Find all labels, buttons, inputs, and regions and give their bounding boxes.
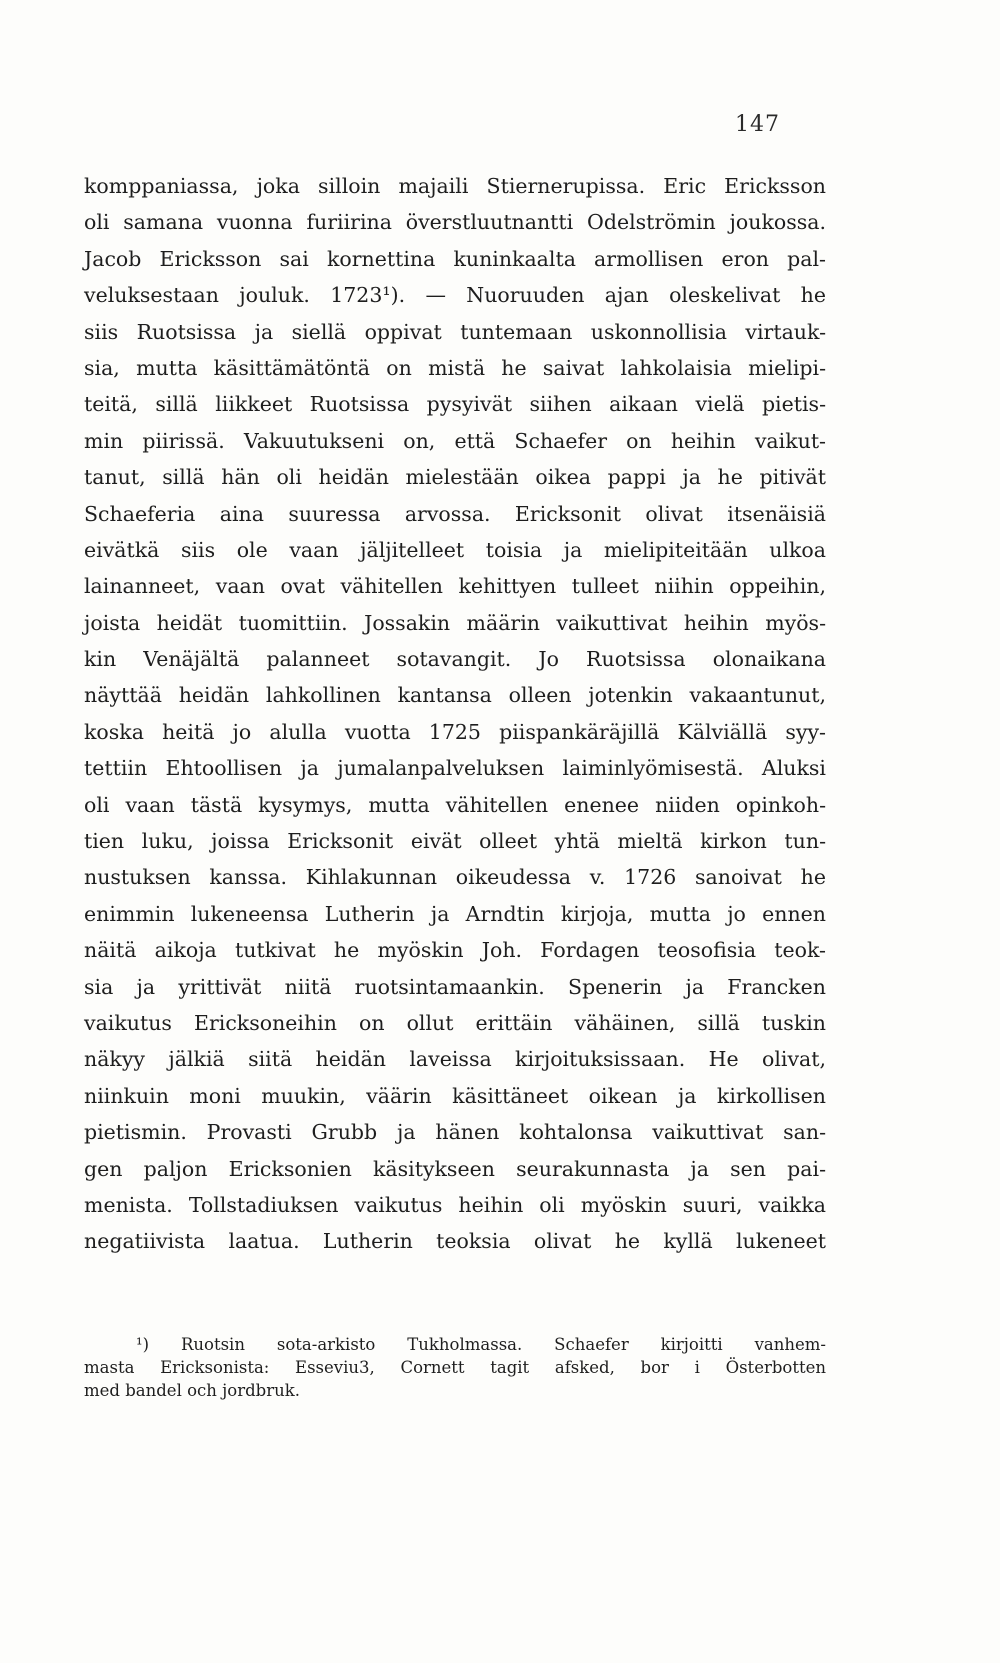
footnote-line: masta Ericksonista: Esseviu3, Cornett tagit afsked, bor i Österbotten [84,1358,826,1377]
text-line: Schaeferia aina suuressa arvossa. Ericksonit olivat itsenäisiä [84,501,826,526]
text-line: kin Venäjältä palanneet sotavangit. Jo Ruotsissa olonaikana [84,647,826,672]
text-line: koska heitä jo alulla vuotta 1725 piispankäräjillä Kälviällä syy- [84,719,826,744]
text-line: Jacob Ericksson sai kornettina kuninkaalta armollisen eron pal- [84,246,826,271]
text-line: komppaniassa, joka silloin majaili Stiernerupissa. Eric Ericksson [84,174,826,198]
text-line: näkyy jälkiä siitä heidän laveissa kirjoituksissaan. He olivat, [84,1047,826,1072]
text-line: min piirissä. Vakuutukseni on, että Schaefer on heihin vaikut- [84,428,826,453]
text-line: lainanneet, vaan ovat vähitellen kehittyen tulleet niihin oppeihin, [84,574,826,599]
text-line: näyttää heidän lahkollinen kantansa olleen jotenkin vakaantunut, [84,683,826,708]
text-line: joista heidät tuomittiin. Jossakin määrin vaikuttivat heihin myös- [84,610,826,635]
text-line: tettiin Ehtoollisen ja jumalanpalveluksen laiminlyömisestä. Aluksi [84,756,826,781]
footnote-line: ¹) Ruotsin sota-arkisto Tukholmassa. Schaefer kirjoitti vanhem- [136,1335,826,1354]
text-line: tanut, sillä hän oli heidän mielestään oikea pappi ja he pitivät [84,465,826,490]
body-text [84,168,826,1260]
text-line: sia ja yrittivät niitä ruotsintamaankin. Spenerin ja Francken [84,974,826,999]
text-line: teitä, sillä liikkeet Ruotsissa pysyivät siihen aikaan vielä pietis- [84,392,826,417]
text-line: gen paljon Ericksonien käsitykseen seurakunnasta ja sen pai- [84,1156,826,1181]
text-line: enimmin lukeneensa Lutherin ja Arndtin kirjoja, mutta jo ennen [84,901,826,926]
text-line: eivätkä siis ole vaan jäljitelleet toisia ja mielipiteitään ulkoa [84,537,826,562]
page-number: 147 [735,112,780,137]
text-line: nustuksen kanssa. Kihlakunnan oikeudessa v. 1726 sanoivat he [84,865,826,890]
text-line: niinkuin moni muukin, väärin käsittäneet oikean ja kirkollisen [84,1083,826,1108]
footnote [84,1333,826,1402]
text-line: näitä aikoja tutkivat he myöskin Joh. Fordagen teosofisia teok- [84,938,826,963]
text-line: oli vaan tästä kysymys, mutta vähitellen enenee niiden opinkoh- [84,792,826,817]
footnote-line: med bandel och jordbruk. [84,1381,300,1400]
text-line: tien luku, joissa Ericksonit eivät olleet yhtä mieltä kirkon tun- [84,829,826,854]
text-line: veluksestaan jouluk. 1723¹). — Nuoruuden ajan oleskelivat he [84,283,826,308]
text-line: vaikutus Ericksoneihin on ollut erittäin vähäinen, sillä tuskin [84,1010,826,1035]
text-line: negatiivista laatua. Lutherin teoksia olivat he kyllä lukeneet [84,1229,826,1254]
text-line: menista. Tollstadiuksen vaikutus heihin oli myöskin suuri, vaikka [84,1192,826,1217]
text-line: sia, mutta käsittämätöntä on mistä he saivat lahkolaisia mielipi- [84,355,826,380]
text-line: oli samana vuonna furiirina överstluutnantti Odelströmin joukossa. [84,210,826,235]
text-line: pietismin. Provasti Grubb ja hänen kohtalonsa vaikuttivat san- [84,1120,826,1145]
text-line: siis Ruotsissa ja siellä oppivat tuntemaan uskonnollisia virtauk- [84,319,826,344]
